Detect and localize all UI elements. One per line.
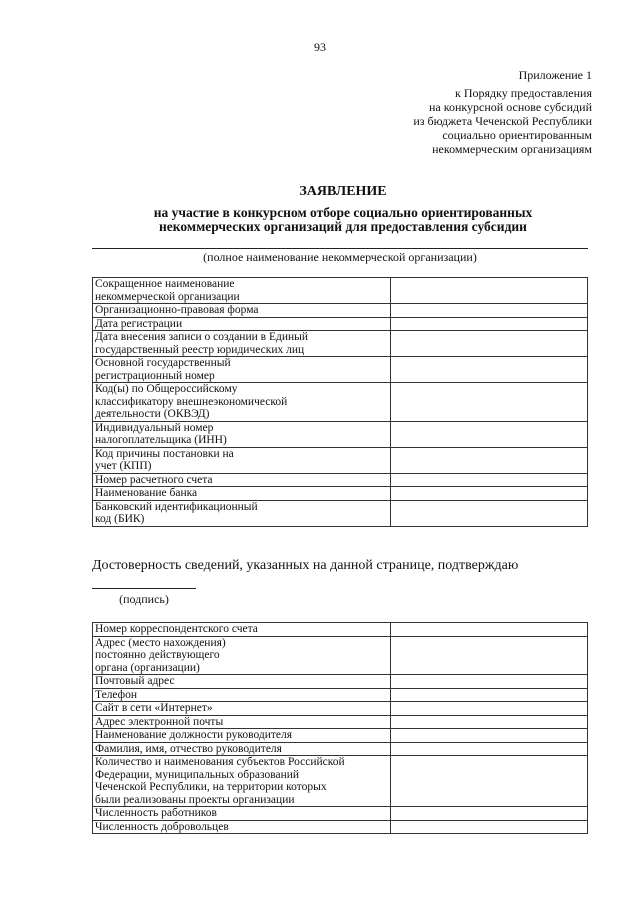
field-label-line: Чеченской Республики, на территории которых (95, 781, 327, 793)
document-subtitle (0, 206, 640, 234)
field-label-line: Почтовый адрес (95, 675, 175, 687)
field-label-line: Сайт в сети «Интернет» (95, 702, 213, 714)
field-label-line: Телефон (95, 688, 138, 701)
field-value[interactable] (391, 756, 588, 807)
organization-field-row (93, 278, 588, 304)
field-value[interactable] (391, 702, 588, 716)
field-value[interactable] (391, 675, 588, 689)
field-label-line: Численность добровольцев (95, 820, 229, 833)
field-label-line: Код(ы) по Общероссийскому (95, 383, 238, 395)
field-label-line: код (БИК) (95, 513, 145, 525)
field-value[interactable] (391, 317, 588, 331)
contact-field-row (93, 623, 588, 637)
field-label (93, 278, 391, 304)
field-value[interactable] (391, 421, 588, 447)
field-label-line: Банковский идентификационный (95, 500, 258, 513)
organization-field-row (93, 500, 588, 526)
contact-field-row (93, 742, 588, 756)
field-value[interactable] (391, 807, 588, 821)
document-title: ЗАЯВЛЕНИЕ (299, 184, 387, 199)
subtitle-line: некоммерческих организаций для предоставления субсидии (159, 219, 527, 234)
field-label (93, 421, 391, 447)
field-label-line: органа (организации) (95, 661, 200, 674)
field-label-line: учет (КПП) (95, 460, 152, 472)
field-label-line: Адрес (место нахождения) (95, 636, 226, 649)
field-label-line: деятельности (ОКВЭД) (95, 408, 210, 420)
field-value[interactable] (391, 636, 588, 675)
contact-field-row (93, 675, 588, 689)
field-label-line: Фамилия, имя, отчество руководителя (95, 742, 282, 755)
field-label (93, 500, 391, 526)
organization-field-row (93, 487, 588, 501)
field-label-line: Основной государственный (95, 357, 231, 369)
contact-details-body (93, 623, 588, 834)
organization-field-row (93, 383, 588, 422)
organization-details-table (92, 277, 588, 527)
contact-field-row (93, 820, 588, 834)
field-label (93, 742, 391, 756)
field-label-line: Количество и наименования субъектов Российской (95, 756, 345, 768)
field-value[interactable] (391, 487, 588, 501)
field-label (93, 331, 391, 357)
field-label-line: классификатору внешнеэкономической (95, 395, 288, 408)
field-label (93, 820, 391, 834)
field-label-line: государственный реестр юридических лиц (95, 343, 305, 356)
field-label (93, 715, 391, 729)
appendix-note-line: на конкурсной основе субсидий (428, 100, 592, 114)
field-value[interactable] (391, 742, 588, 756)
organization-details-body (93, 278, 588, 527)
field-value[interactable] (391, 688, 588, 702)
field-label (93, 447, 391, 473)
field-label-line: регистрационный номер (95, 369, 215, 382)
field-label-line: Номер корреспондентского счета (95, 623, 258, 635)
organization-field-row (93, 421, 588, 447)
appendix-note (332, 86, 592, 156)
field-label (93, 317, 391, 331)
contact-field-row (93, 756, 588, 807)
field-label (93, 473, 391, 487)
field-label (93, 636, 391, 675)
field-label (93, 304, 391, 318)
field-label-line: Наименование должности руководителя (95, 729, 293, 741)
appendix-note-line: социально ориентированным (442, 128, 592, 142)
field-label-line: постоянно действующего (95, 649, 220, 661)
field-label (93, 383, 391, 422)
org-name-caption: (полное наименование некоммерческой организации) (203, 250, 477, 264)
organization-field-row (93, 304, 588, 318)
organization-field-row (93, 317, 588, 331)
organization-field-row (93, 357, 588, 383)
field-label-line: были реализованы проекты организации (95, 793, 295, 806)
field-label (93, 807, 391, 821)
field-label-line: Индивидуальный номер (95, 421, 214, 434)
field-label-line: некоммерческой организации (95, 290, 240, 303)
field-value[interactable] (391, 623, 588, 637)
field-value[interactable] (391, 473, 588, 487)
field-label-line: Организационно-правовая форма (95, 304, 259, 316)
field-label-line: Федерации, муниципальных образований (95, 768, 300, 781)
field-value[interactable] (391, 500, 588, 526)
field-label-line: Дата регистрации (95, 317, 183, 330)
signature-field-line[interactable] (92, 588, 196, 589)
field-value[interactable] (391, 331, 588, 357)
org-name-field-line[interactable] (92, 248, 588, 249)
field-label-line: Номер расчетного счета (95, 473, 213, 486)
field-label (93, 688, 391, 702)
appendix-note-line: из бюджета Чеченской Республики (413, 114, 592, 128)
confirmation-statement: Достоверность сведений, указанных на данной странице, подтверждаю (92, 558, 519, 573)
appendix-note-line: некоммерческим организациям (432, 142, 592, 156)
contact-field-row (93, 702, 588, 716)
field-label-line: Численность работников (95, 807, 217, 819)
page-number: 93 (314, 40, 326, 54)
contact-field-row (93, 729, 588, 743)
field-label-line: Сокращенное наименование (95, 278, 235, 290)
field-label-line: Код причины постановки на (95, 447, 234, 460)
field-label (93, 623, 391, 637)
field-label-line: налогоплательщика (ИНН) (95, 434, 227, 446)
field-label (93, 756, 391, 807)
field-label-line: Адрес электронной почты (95, 715, 224, 728)
field-label (93, 702, 391, 716)
field-label (93, 675, 391, 689)
field-value[interactable] (391, 383, 588, 422)
field-value[interactable] (391, 357, 588, 383)
appendix-label: Приложение 1 (518, 68, 592, 82)
field-label-line: Дата внесения записи о создании в Единый (95, 331, 309, 343)
field-value[interactable] (391, 278, 588, 304)
contact-field-row (93, 807, 588, 821)
subtitle-line: на участие в конкурсном отборе социально ориентированных (153, 205, 533, 220)
organization-field-row (93, 331, 588, 357)
organization-field-row (93, 473, 588, 487)
contact-details-table (92, 622, 588, 834)
field-label (93, 729, 391, 743)
field-label-line: Наименование банка (95, 487, 198, 499)
field-value[interactable] (391, 304, 588, 318)
field-label (93, 357, 391, 383)
contact-field-row (93, 715, 588, 729)
field-value[interactable] (391, 820, 588, 834)
appendix-note-line: к Порядку предоставления (454, 86, 592, 100)
organization-field-row (93, 447, 588, 473)
field-value[interactable] (391, 715, 588, 729)
field-value[interactable] (391, 447, 588, 473)
contact-field-row (93, 636, 588, 675)
field-label (93, 487, 391, 501)
signature-caption: (подпись) (119, 592, 169, 606)
contact-field-row (93, 688, 588, 702)
field-value[interactable] (391, 729, 588, 743)
